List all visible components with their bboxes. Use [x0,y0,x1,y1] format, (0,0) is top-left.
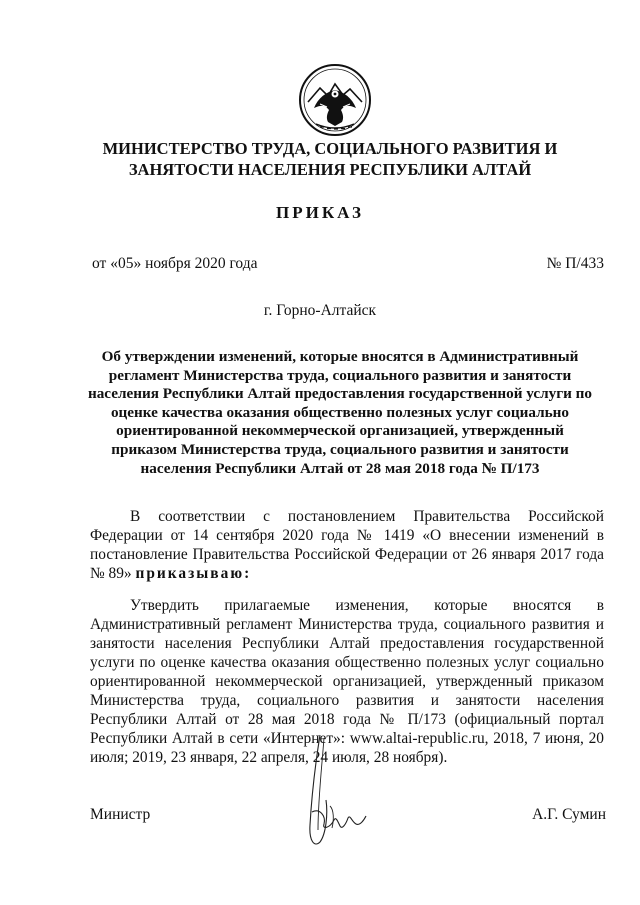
handwritten-signature-icon [290,730,380,855]
order-date: от «05» ноября 2020 года [92,255,258,272]
ministry-name [80,138,580,180]
body-paragraph-1 [90,507,604,583]
order-city: г. Горно-Алтайск [263,302,377,319]
ministry-name-line2: ЗАНЯТОСТИ НАСЕЛЕНИЯ РЕСПУБЛИКИ АЛТАЙ [128,160,532,179]
order-number: № П/433 [546,255,604,272]
ministry-name-line1: МИНИСТЕРСТВО ТРУДА, СОЦИАЛЬНОГО РАЗВИТИЯ И [102,139,558,158]
para1-text: В соответствии с постановлением Правительства Российской Федерации от 14 сентября 2020 года № 1419 «О внесении изменений в постановление Правительства Российской Федерации от 26 января 2017 года № 89» [90,508,604,582]
order-subject: Об утверждении изменений, которые вносятся в Административный регламент Министерства труда, социального развития и занятости населения Республики Алтай предоставления государственной услуги по оценке качества оказания общественно полезных услуг социально ориентированной некоммерческой организацией, утвержденный приказом Министерства труда, социального развития и занятости населения Республики Алтай от 28 мая 2018 года № П/173 [87,348,593,477]
para1-command: приказываю: [135,565,252,582]
signatory-role: Министр [90,806,151,823]
republic-altai-emblem-icon [296,62,374,138]
body-paragraph-2: Утвердить прилагаемые изменения, которые вносятся в Административный регламент Министерства труда, социального развития и занятости населения Республики Алтай предоставления государственной услуги по оценке качества оказания общественно полезных услуг социально ориентированной некоммерческой организацией, утвержденный приказом Министерства труда, социального развития и занятости населения Республики Алтай от 28 мая 2018 года № П/173 (официальный портал Республики Алтай в сети «Интернет»: www.altai-republic.ru, 2018, 7 июня, 20 июля; 2019, 23 января, 22 апреля, 24 июля, 28 ноября). [90,597,604,766]
signatory-name: А.Г. Сумин [532,806,606,823]
order-title: ПРИКАЗ [276,203,364,222]
